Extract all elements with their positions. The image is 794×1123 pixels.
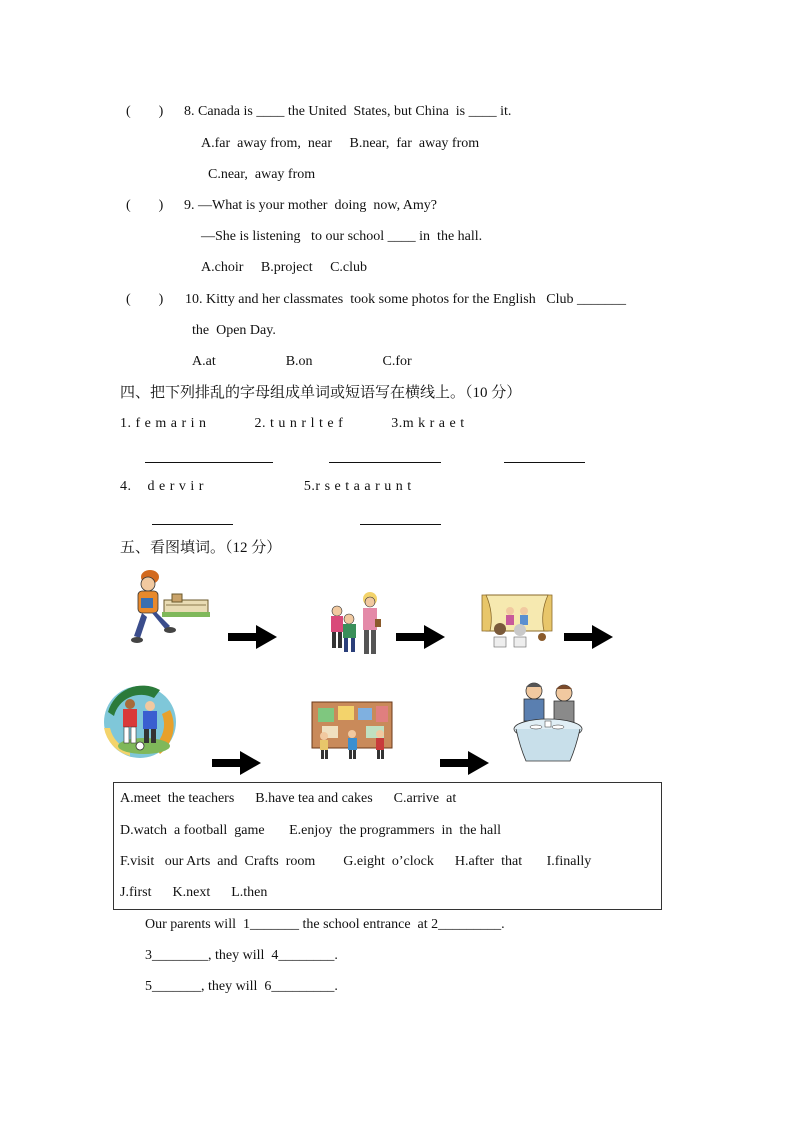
q9-answer-paren[interactable]: ( ) [126, 198, 164, 213]
right-arrow-icon [396, 624, 446, 650]
answer-blank-4[interactable] [152, 524, 233, 525]
q9-line2: —She is listening to our school ____ in the hall. [201, 229, 483, 244]
word-bank-row1: A.meet the teachers B.have tea and cakes C.arrive at [120, 791, 457, 806]
section4-row1: 1. f e m a r i n 2. t u n r l t e f 3.m k r a e t [120, 416, 465, 431]
q8-stem: 8. Canada is ____ the United States, but China is ____ it. [184, 104, 512, 119]
q8-options-line1: A.far away from, near B.near, far away from [201, 136, 480, 151]
q9-options: A.choir B.project C.club [201, 260, 368, 275]
fill-sentence-1[interactable]: Our parents will 1_______ the school entrance at 2_________. [145, 917, 505, 932]
q10-answer-paren[interactable]: ( ) [126, 292, 164, 307]
section4-title: 四、把下列排乱的字母组成单词或短语写在横线上。（10 分） [120, 385, 522, 401]
football-game-picture [100, 684, 180, 760]
parents-meeting-teacher-picture [323, 589, 387, 659]
boy-walking-to-school-picture [126, 568, 210, 648]
right-arrow-icon [564, 624, 614, 650]
fill-sentence-3[interactable]: 5_______, they will 6_________. [145, 979, 338, 994]
word-bank-row3: F.visit our Arts and Crafts room G.eight o’clock H.after that I.finally [120, 854, 592, 869]
section5-title: 五、看图填词。（12 分） [120, 540, 282, 556]
fill-sentence-2[interactable]: 3________, they will 4________. [145, 948, 338, 963]
q8-answer-paren[interactable]: ( ) [126, 104, 164, 119]
q9-stem: 9. —What is your mother doing now, Amy? [184, 198, 438, 213]
word-bank-row4: J.first K.next L.then [120, 885, 268, 900]
q10-stem: 10. Kitty and her classmates took some photos for the English Club _______ [185, 292, 626, 307]
answer-blank-2[interactable] [329, 462, 441, 463]
q8-options-line2: C.near, away from [208, 167, 316, 182]
right-arrow-icon [228, 624, 278, 650]
arts-and-crafts-room-picture [310, 700, 394, 762]
tea-and-cakes-picture [512, 677, 584, 763]
section4-row2: 4. d e r v i r 5.r s e t a a r u n t [120, 479, 412, 494]
word-bank-row2: D.watch a football game E.enjoy the programmers in the hall [120, 823, 502, 838]
q10-line2: the Open Day. [192, 323, 276, 338]
answer-blank-5[interactable] [360, 524, 441, 525]
children-in-hall-picture [480, 593, 554, 653]
answer-blank-3[interactable] [504, 462, 585, 463]
answer-blank-1[interactable] [145, 462, 273, 463]
q10-options: A.at B.on C.for [192, 354, 412, 369]
right-arrow-icon [212, 750, 262, 776]
right-arrow-icon [440, 750, 490, 776]
